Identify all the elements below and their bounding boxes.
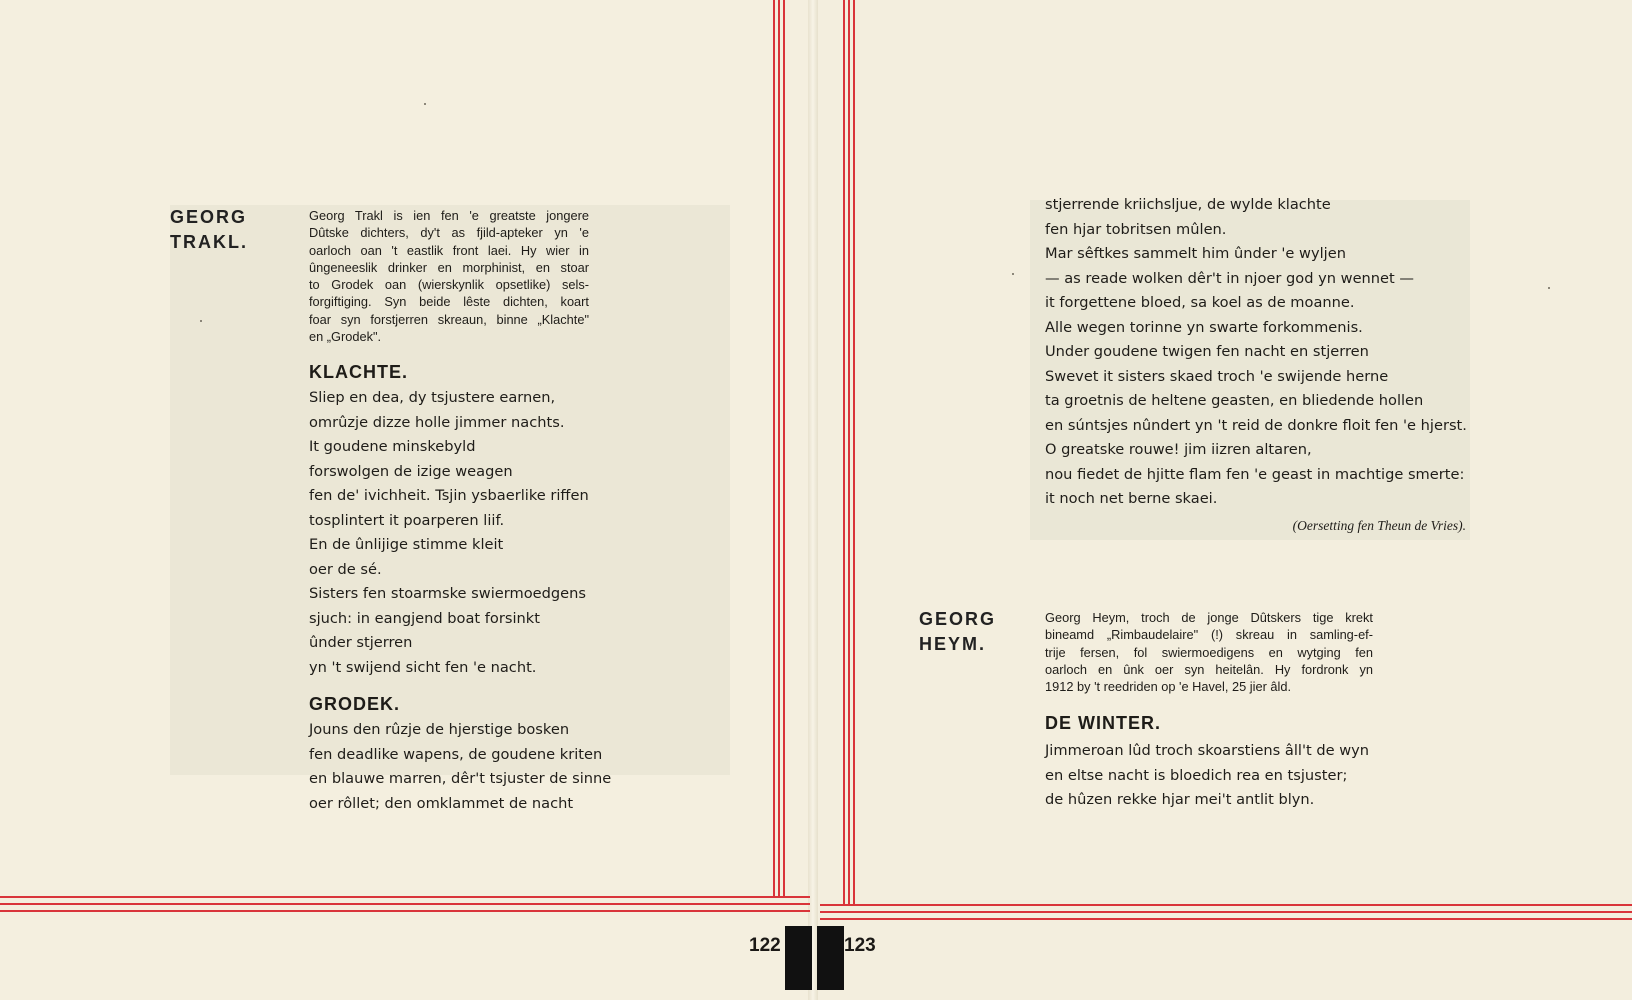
poem-line: Under goudene twigen fen nacht en stjerren xyxy=(1045,343,1369,360)
poem-line: en eltse nacht is bloedich rea en tsjuster; xyxy=(1045,766,1348,784)
red-rule-bottom-left-2 xyxy=(0,903,810,905)
author-name-heym: GEORG HEYM. xyxy=(919,609,997,654)
red-rule-bottom-left-1 xyxy=(0,896,810,898)
poem-line: it noch net berne skaei. xyxy=(1045,490,1218,507)
poem-line: Jimmeroan lûd troch skoarstiens âll't de wyn xyxy=(1045,742,1370,759)
author-intro-trakl: Georg Trakl is ien fen 'e greatste jongere Dûtske dichters, dy't as fjild-apteker yn 'e oarloch oan 't eastlik front laei. Hy wier in ûngeneeslik drinker en morphinist, en stoar to Grodek oan (wierskynlik opsetlike) sels- forgiftiging. Syn beide lêste dichten, koart foar syn forstjerren skreaun, binne „Klachte" en „Grodek". xyxy=(309,208,589,345)
poem-title-grodek: GRODEK. xyxy=(309,694,401,714)
poem-line: Alle wegen torinne yn swarte forkommenis. xyxy=(1045,318,1363,336)
poem-title-de-winter: DE WINTER. xyxy=(1045,713,1161,733)
poem-line: forswolgen de izige weagen xyxy=(309,462,513,480)
poem-line: oer de sé. xyxy=(309,560,382,578)
poem-line: omrûzje dizze holle jimmer nachts. xyxy=(309,413,565,431)
red-rule-left-2 xyxy=(778,0,780,898)
author-intro-heym: Georg Heym, troch de jonge Dûtskers tige krekt bineamd „Rimbaudelaire" (!) skreau in samling-ef- trije fersen, fol swiermoedigens en wytging fen oarloch en ûnk oer syn heitelân. Hy fordronk yn 1912 by 't reedriden op 'e Havel, 25 jier âld. xyxy=(1045,610,1373,695)
poem-de-winter xyxy=(1045,739,1369,813)
red-rule-bottom-right-2 xyxy=(820,911,1632,913)
poem-klachte xyxy=(309,386,589,680)
poem-line: it forgettene bloed, sa koel as de moanne. xyxy=(1045,294,1355,311)
red-rule-right-3 xyxy=(853,0,855,906)
translation-credit: (Oersetting fen Theun de Vries). xyxy=(1292,518,1466,533)
page-number-block-right xyxy=(817,926,844,990)
poem-line: Jouns den rûzje de hjerstige bosken xyxy=(309,721,570,738)
poem-grodek-continued xyxy=(1045,193,1467,512)
poem-line: ta groetnis de heltene geasten, en bliedende hollen xyxy=(1045,392,1424,409)
poem-line: sjuch: in eangjend boat forsinkt xyxy=(309,609,540,627)
poem-line: It goudene minskebyld xyxy=(309,438,476,455)
poem-title-klachte: KLACHTE. xyxy=(309,362,408,382)
poem-grodek xyxy=(309,718,611,816)
poem-line: Sliep en dea, dy tsjustere earnen, xyxy=(309,389,556,406)
poem-line: Mar sêftkes sammelt him ûnder 'e wyljen xyxy=(1045,245,1346,262)
page-number-right: 123 xyxy=(844,935,876,956)
red-rule-right-1 xyxy=(843,0,845,906)
red-rule-right-2 xyxy=(848,0,850,906)
poem-line: tosplintert it poarperen liif. xyxy=(309,511,505,529)
poem-line: fen de' ivichheit. Tsjin ysbaerlike riffen xyxy=(309,487,589,504)
poem-line: En de ûnlijige stimme kleit xyxy=(309,536,504,553)
paper-speck xyxy=(1012,273,1014,275)
poem-line: en súntsjes nûndert yn 't reid de donkre floit fen 'e hjerst. xyxy=(1045,416,1467,434)
poem-line: stjerrende kriichsljue, de wylde klachte xyxy=(1045,196,1331,213)
paper-speck xyxy=(424,103,426,105)
poem-line: ûnder stjerren xyxy=(309,634,413,651)
poem-line: de hûzen rekke hjar mei't antlit blyn. xyxy=(1045,791,1315,808)
poem-line: Sisters fen stoarmske swiermoedgens xyxy=(309,585,586,602)
poem-line: fen deadlike wapens, de goudene kriten xyxy=(309,745,603,763)
poem-line: Swevet it sisters skaed troch 'e swijende herne xyxy=(1045,367,1389,385)
author-name-trakl: GEORG TRAKL. xyxy=(170,207,248,252)
paper-speck xyxy=(1548,287,1550,289)
poem-line: O greatske rouwe! jim iizren altaren, xyxy=(1045,441,1312,458)
poem-line: nou fiedet de hjitte flam fen 'e geast in machtige smerte: xyxy=(1045,465,1465,483)
poem-line: fen hjar tobritsen mûlen. xyxy=(1045,220,1227,238)
book-gutter xyxy=(808,0,818,1000)
paper-speck xyxy=(200,320,202,322)
page-number-left: 122 xyxy=(749,935,781,956)
red-rule-bottom-left-3 xyxy=(0,910,810,912)
poem-line: oer rôllet; den omklammet de nacht xyxy=(309,794,574,812)
poem-line: en blauwe marren, dêr't tsjuster de sinne xyxy=(309,770,612,787)
page-number-block-left xyxy=(785,926,812,990)
red-rule-bottom-right-1 xyxy=(820,904,1632,906)
poem-line: — as reade wolken dêr't in njoer god yn wennet — xyxy=(1045,269,1414,287)
red-rule-bottom-right-3 xyxy=(820,918,1632,920)
red-rule-left-1 xyxy=(773,0,775,898)
red-rule-left-3 xyxy=(783,0,785,898)
poem-line: yn 't swijend sicht fen 'e nacht. xyxy=(309,658,537,676)
